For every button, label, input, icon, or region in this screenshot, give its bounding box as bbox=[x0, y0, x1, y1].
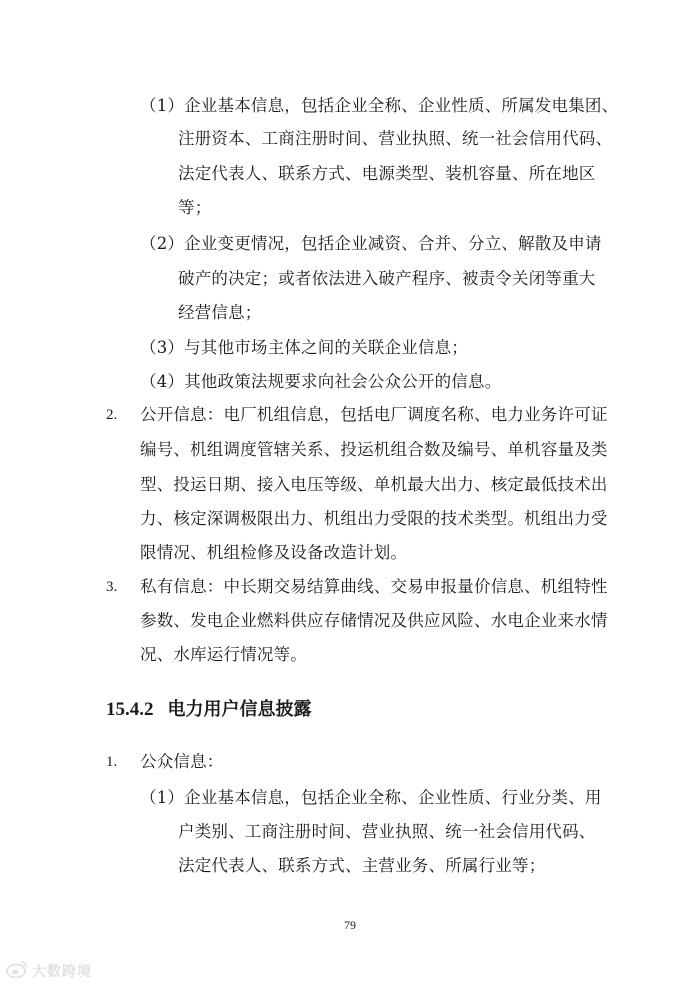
watermark bbox=[6, 960, 92, 982]
section-heading bbox=[106, 698, 312, 722]
text-line: 参数、发电企业燃料供应存储情况及供应风险、水电企业来水情 bbox=[140, 611, 608, 630]
text-line: 限情况、机组检修及设备改造计划。 bbox=[140, 543, 408, 562]
text-line: （4）其他政策法规要求向社会公众公开的信息。 bbox=[140, 372, 502, 391]
text-line: （3）与其他市场主体之间的关联企业信息； bbox=[140, 338, 468, 357]
text-line: 公开信息：电厂机组信息，包括电厂调度名称、电力业务许可证 bbox=[140, 405, 608, 424]
text-line: 注册资本、工商注册时间、营业执照、统一社会信用代码、 bbox=[178, 129, 613, 148]
text-line: （2）企业变更情况，包括企业减资、合并、分立、解散及申请 bbox=[140, 234, 602, 253]
section-number: 15.4.2 bbox=[106, 699, 154, 720]
text-line: （1）企业基本信息，包括企业全称、企业性质、行业分类、用 bbox=[140, 788, 602, 807]
text-line: 编号、机组调度管辖关系、投运机组合数及编号、单机容量及类 bbox=[140, 440, 608, 459]
text-line: 法定代表人、联系方式、电源类型、装机容量、所在地区 bbox=[178, 164, 596, 183]
text-line: 法定代表人、联系方式、主营业务、所属行业等； bbox=[178, 856, 546, 875]
weibo-logo-icon bbox=[6, 959, 28, 983]
section-title: 电力用户信息披露 bbox=[167, 699, 312, 720]
text-line: 况、水库运行情况等。 bbox=[140, 645, 307, 664]
text-line: 型、投运日期、接入电压等级、单机最大出力、核定最低技术出 bbox=[140, 475, 608, 494]
list-number: 2. bbox=[106, 407, 118, 423]
list-number: 1. bbox=[106, 754, 118, 770]
text-line: 公众信息： bbox=[140, 752, 224, 771]
list-number: 3. bbox=[106, 579, 118, 595]
text-line: （1）企业基本信息，包括企业全称、企业性质、所属发电集团、 bbox=[140, 96, 619, 115]
watermark-text: 大数跨境 bbox=[32, 964, 92, 980]
text-line: 力、核定深调极限出力、机组出力受限的技术类型。机组出力受 bbox=[140, 509, 608, 528]
text-line: 经营信息； bbox=[178, 303, 262, 322]
text-line: 户类别、工商注册时间、营业执照、统一社会信用代码、 bbox=[178, 822, 596, 841]
text-line: 等； bbox=[178, 198, 212, 217]
page-number: 79 bbox=[344, 918, 356, 932]
text-line: 破产的决定；或者依法进入破产程序、被责令关闭等重大 bbox=[178, 269, 596, 288]
text-line: 私有信息：中长期交易结算曲线、交易申报量价信息、机组特性 bbox=[140, 577, 608, 596]
